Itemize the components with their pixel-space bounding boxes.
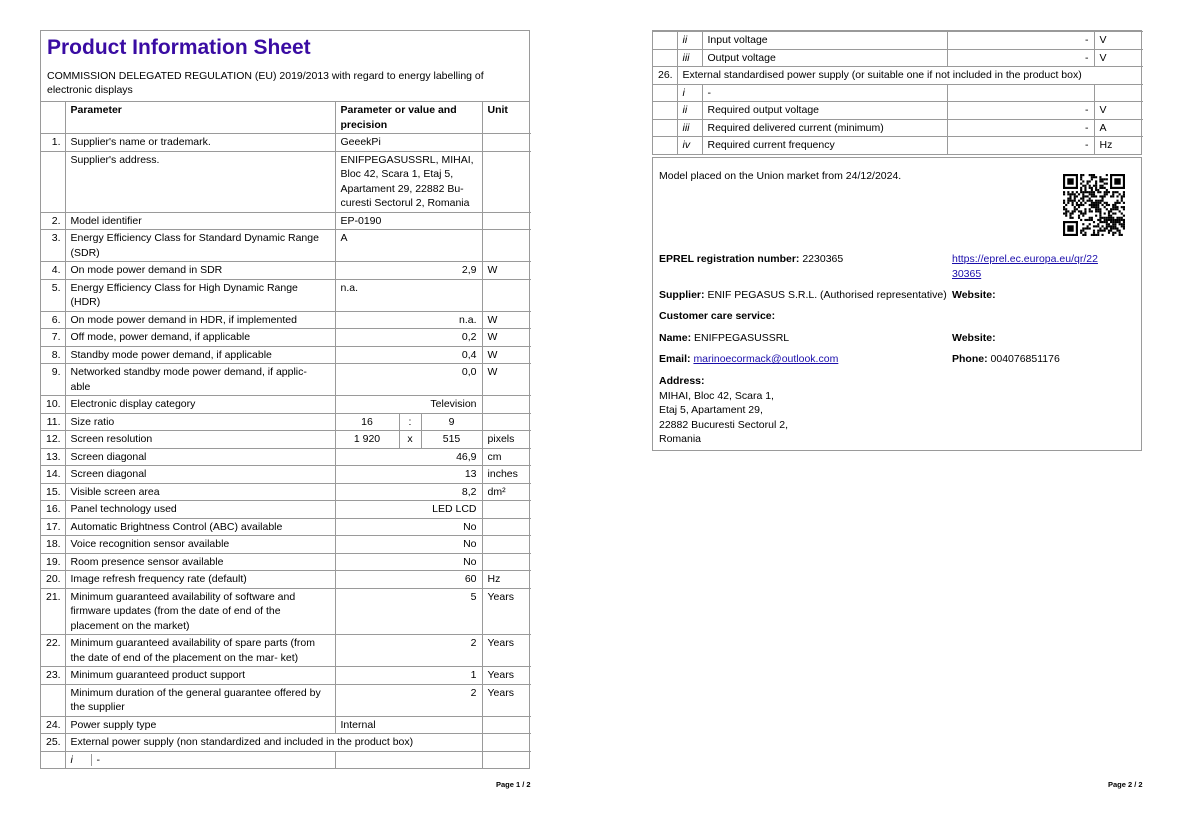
row-parameter: On mode power demand in HDR, if implemented — [65, 311, 335, 329]
table-row-25-i — [41, 751, 531, 768]
parameter-table — [41, 102, 531, 768]
row-value: 0,4 — [335, 346, 482, 364]
address-label: Address: — [659, 375, 705, 387]
row-value: ENIFPEGASUSSRL, MIHAI, Bloc 42, Scara 1, Etaj 5, Apartament 29, 22882 Bu- curesti Sectorul 2, Romania — [335, 151, 482, 212]
row-number: 16. — [41, 501, 65, 519]
sub-parameter: Required current frequency — [702, 137, 947, 154]
roman-numeral: iii — [677, 119, 702, 137]
placed-on-market-text: Model placed on the Union market from 24/12/2024. — [659, 170, 902, 182]
roman-numeral: ii — [677, 32, 702, 50]
row-parameter: Screen diagonal — [65, 448, 335, 466]
row-number: 18. — [41, 536, 65, 554]
model-info-box — [652, 157, 1142, 451]
row-number: 9. — [41, 364, 65, 396]
row-unit — [482, 134, 531, 152]
row-parameter: Minimum guaranteed availability of spare parts (from the date of end of the placement on the mar- ket) — [65, 635, 335, 667]
row-value: GeeekPi — [335, 134, 482, 152]
table-header-row — [41, 102, 531, 134]
row-unit — [482, 751, 531, 768]
sub-unit: Hz — [1094, 137, 1143, 154]
care-name-line — [659, 331, 789, 346]
table-row — [41, 364, 531, 396]
row-value: Internal — [335, 716, 482, 734]
row-number: 24. — [41, 716, 65, 734]
row-number: 8. — [41, 346, 65, 364]
row-parameter: Room presence sensor available — [65, 553, 335, 571]
row-number: 23. — [41, 667, 65, 685]
table-row — [41, 262, 531, 280]
eprel-label: EPREL registration number: — [659, 253, 800, 265]
header-parameter: Parameter — [65, 102, 335, 134]
row-parameter: Voice recognition sensor available — [65, 536, 335, 554]
row-parameter: External power supply (non standardized and included in the product box) — [65, 734, 482, 752]
row-number: 3. — [41, 230, 65, 262]
table-row — [41, 311, 531, 329]
sub-unit: V — [1094, 32, 1143, 50]
page-number-2: Page 2 / 2 — [1108, 780, 1143, 789]
row-number: 4. — [41, 262, 65, 280]
supplier-label: Supplier: — [659, 289, 705, 301]
row-number: 21. — [41, 588, 65, 635]
table-row — [41, 588, 531, 635]
eprel-link-line-2[interactable]: 30365 — [952, 267, 982, 280]
table-row — [41, 279, 531, 311]
table-row — [41, 329, 531, 347]
row-number: 2. — [41, 212, 65, 230]
row-value-sep: : — [399, 413, 421, 431]
roman-numeral: i — [677, 84, 702, 102]
row-unit: Years — [482, 588, 531, 635]
row-value: 46,9 — [335, 448, 482, 466]
name-label: Name: — [659, 332, 692, 344]
row-value: 0,0 — [335, 364, 482, 396]
row-sub-parameter — [65, 751, 335, 768]
row-number: 20. — [41, 571, 65, 589]
row-number: 11. — [41, 413, 65, 431]
sub-parameter: Required delivered current (minimum) — [702, 119, 947, 137]
row-unit: inches — [482, 466, 531, 484]
row-unit — [482, 501, 531, 519]
sub-parameter: - — [702, 84, 947, 102]
table-row — [41, 431, 531, 449]
supplier-value: ENIF PEGASUS S.R.L. (Authorised representative) — [707, 289, 947, 301]
page-title: Product Information Sheet — [47, 36, 311, 59]
row-unit — [482, 212, 531, 230]
row-unit — [482, 279, 531, 311]
address-line-1: MIHAI, Bloc 42, Scara 1, — [659, 389, 774, 402]
row-value: 5 — [335, 588, 482, 635]
table-row — [41, 151, 531, 212]
row-unit: W — [482, 346, 531, 364]
row-unit: W — [482, 329, 531, 347]
row-number: 25. — [41, 734, 65, 752]
table-row — [41, 716, 531, 734]
table-row — [41, 667, 531, 685]
address-block — [659, 374, 788, 447]
row-parameter: Electronic display category — [65, 396, 335, 414]
row-number: 5. — [41, 279, 65, 311]
row-value: 2 — [335, 635, 482, 667]
row-parameter: On mode power demand in SDR — [65, 262, 335, 280]
row-value: 13 — [335, 466, 482, 484]
sub-unit: V — [1094, 49, 1143, 67]
row-value: A — [335, 230, 482, 262]
sub-value: - — [947, 32, 1094, 50]
table-row — [41, 466, 531, 484]
product-information-sheet-page-1 — [40, 30, 530, 769]
sub-value: - — [947, 137, 1094, 154]
sub-unit: V — [1094, 102, 1143, 120]
row-number: 15. — [41, 483, 65, 501]
title-block — [41, 31, 529, 102]
row-number: 1. — [41, 134, 65, 152]
row-value: Television — [335, 396, 482, 414]
row-value: n.a. — [335, 311, 482, 329]
row-unit — [482, 536, 531, 554]
row-unit: Years — [482, 667, 531, 685]
care-website-label: Website: — [952, 332, 996, 344]
row-value: 0,2 — [335, 329, 482, 347]
row-number: 14. — [41, 466, 65, 484]
row-value: No — [335, 553, 482, 571]
row-parameter: Energy Efficiency Class for Standard Dynamic Range (SDR) — [65, 230, 335, 262]
row-value: No — [335, 536, 482, 554]
phone-line — [952, 352, 1060, 367]
row-number: 22. — [41, 635, 65, 667]
row-value: n.a. — [335, 279, 482, 311]
power-supply-table — [653, 31, 1143, 154]
row-number — [653, 32, 677, 50]
table-row-26 — [653, 67, 1143, 85]
table-row — [41, 346, 531, 364]
email-link[interactable]: marinoecormack@outlook.com — [693, 353, 839, 365]
row-parameter: Supplier's address. — [65, 151, 335, 212]
sub-value: - — [947, 119, 1094, 137]
sub-value: - — [947, 102, 1094, 120]
row-number: 7. — [41, 329, 65, 347]
row-parameter: Networked standby mode power demand, if applic- able — [65, 364, 335, 396]
row-parameter: Energy Efficiency Class for High Dynamic Range (HDR) — [65, 279, 335, 311]
row-number: 17. — [41, 518, 65, 536]
table-row — [41, 571, 531, 589]
row-unit — [482, 553, 531, 571]
row-number: 12. — [41, 431, 65, 449]
row-number — [653, 119, 677, 137]
sub-row — [653, 137, 1143, 154]
row-value-a: 16 — [335, 413, 399, 431]
row-unit: dm² — [482, 483, 531, 501]
power-supply-table-page-2 — [652, 30, 1142, 155]
regulation-text: COMMISSION DELEGATED REGULATION (EU) 2019/2013 with regard to energy labelling of electronic displays — [47, 70, 484, 96]
email-line — [659, 352, 838, 367]
table-row — [41, 212, 531, 230]
address-line-2: Etaj 5, Apartament 29, — [659, 404, 763, 416]
row-number — [653, 49, 677, 67]
row-unit: Hz — [482, 571, 531, 589]
row-unit — [482, 230, 531, 262]
row-parameter: Minimum guaranteed availability of software and firmware updates (from the date of end of the placement on the market) — [65, 588, 335, 635]
row-value: 2,9 — [335, 262, 482, 280]
phone-label: Phone: — [952, 353, 988, 365]
table-row — [41, 635, 531, 667]
header-unit: Unit — [482, 102, 531, 134]
sub-value: - — [91, 754, 101, 766]
sub-unit — [1094, 84, 1143, 102]
row-value: 8,2 — [335, 483, 482, 501]
row-number: 10. — [41, 396, 65, 414]
sub-value: - — [947, 49, 1094, 67]
row-unit: pixels — [482, 431, 531, 449]
row-number — [653, 102, 677, 120]
page-number-1: Page 1 / 2 — [496, 780, 531, 789]
row-number: 13. — [41, 448, 65, 466]
sub-row — [653, 49, 1143, 67]
table-row — [41, 413, 531, 431]
row-value-b: 9 — [421, 413, 482, 431]
customer-care-label: Customer care service: — [659, 310, 776, 322]
eprel-value: 2230365 — [802, 253, 844, 265]
row-unit: Years — [482, 635, 531, 667]
header-number — [41, 102, 65, 134]
row-parameter: External standardised power supply (or suitable one if not included in the product box) — [677, 67, 1143, 85]
row-value: LED LCD — [335, 501, 482, 519]
address-line-4: Romania — [659, 433, 702, 445]
row-unit: W — [482, 311, 531, 329]
eprel-link-line-1[interactable]: https://eprel.ec.europa.eu/qr/22 — [952, 253, 1098, 265]
row-parameter: Panel technology used — [65, 501, 335, 519]
row-value-a: 1 920 — [335, 431, 399, 449]
eprel-registration — [659, 252, 843, 267]
row-parameter: Image refresh frequency rate (default) — [65, 571, 335, 589]
sub-row — [653, 119, 1143, 137]
supplier-line — [659, 288, 947, 303]
row-unit — [482, 734, 531, 752]
table-row — [41, 134, 531, 152]
row-unit: Years — [482, 684, 531, 716]
row-parameter: Standby mode power demand, if applicable — [65, 346, 335, 364]
header-value: Parameter or value and precision — [335, 102, 482, 134]
row-parameter: Supplier's name or trademark. — [65, 134, 335, 152]
row-unit — [482, 151, 531, 212]
sub-parameter: Required output voltage — [702, 102, 947, 120]
row-number: 6. — [41, 311, 65, 329]
row-unit — [482, 518, 531, 536]
table-row — [41, 536, 531, 554]
table-row — [41, 483, 531, 501]
table-row — [41, 396, 531, 414]
row-number: 19. — [41, 553, 65, 571]
sub-unit: A — [1094, 119, 1143, 137]
table-row — [41, 501, 531, 519]
email-label: Email: — [659, 353, 691, 365]
sub-value — [947, 84, 1094, 102]
row-parameter: Minimum guaranteed product support — [65, 667, 335, 685]
row-number — [41, 751, 65, 768]
row-parameter: Screen diagonal — [65, 466, 335, 484]
roman-numeral: iv — [677, 137, 702, 154]
table-row — [41, 553, 531, 571]
row-value: No — [335, 518, 482, 536]
row-number — [653, 84, 677, 102]
eprel-link[interactable] — [952, 252, 1098, 281]
address-line-3: 22882 Bucuresti Sectorul 2, — [659, 418, 788, 431]
sub-parameter: Input voltage — [702, 32, 947, 50]
roman-numeral: ii — [677, 102, 702, 120]
row-value: EP-0190 — [335, 212, 482, 230]
roman-numeral: i — [70, 753, 73, 766]
row-parameter: Automatic Brightness Control (ABC) available — [65, 518, 335, 536]
row-number — [653, 137, 677, 154]
row-parameter: Model identifier — [65, 212, 335, 230]
row-unit — [482, 396, 531, 414]
table-row — [41, 684, 531, 716]
name-value: ENIFPEGASUSSRL — [694, 332, 790, 344]
row-value — [335, 751, 482, 768]
row-number: 26. — [653, 67, 677, 85]
sub-row — [653, 32, 1143, 50]
table-row — [41, 448, 531, 466]
row-parameter: Minimum duration of the general guarantee offered by the supplier — [65, 684, 335, 716]
row-unit — [482, 413, 531, 431]
roman-numeral: iii — [677, 49, 702, 67]
row-parameter: Visible screen area — [65, 483, 335, 501]
row-parameter: Off mode, power demand, if applicable — [65, 329, 335, 347]
row-parameter: Power supply type — [65, 716, 335, 734]
row-value: 60 — [335, 571, 482, 589]
table-row — [41, 230, 531, 262]
table-row — [41, 518, 531, 536]
row-number — [41, 151, 65, 212]
row-unit: W — [482, 262, 531, 280]
row-value-b: 515 — [421, 431, 482, 449]
row-value-sep: x — [399, 431, 421, 449]
row-number — [41, 684, 65, 716]
row-value: 2 — [335, 684, 482, 716]
sub-row — [653, 84, 1143, 102]
sub-parameter: Output voltage — [702, 49, 947, 67]
qr-code-icon — [1063, 174, 1125, 236]
row-unit: W — [482, 364, 531, 396]
row-parameter: Size ratio — [65, 413, 335, 431]
phone-value: 004076851176 — [990, 353, 1060, 365]
supplier-website-label: Website: — [952, 289, 996, 301]
row-unit — [482, 716, 531, 734]
sub-row — [653, 102, 1143, 120]
row-parameter: Screen resolution — [65, 431, 335, 449]
table-row-25 — [41, 734, 531, 752]
row-unit: cm — [482, 448, 531, 466]
row-value: 1 — [335, 667, 482, 685]
